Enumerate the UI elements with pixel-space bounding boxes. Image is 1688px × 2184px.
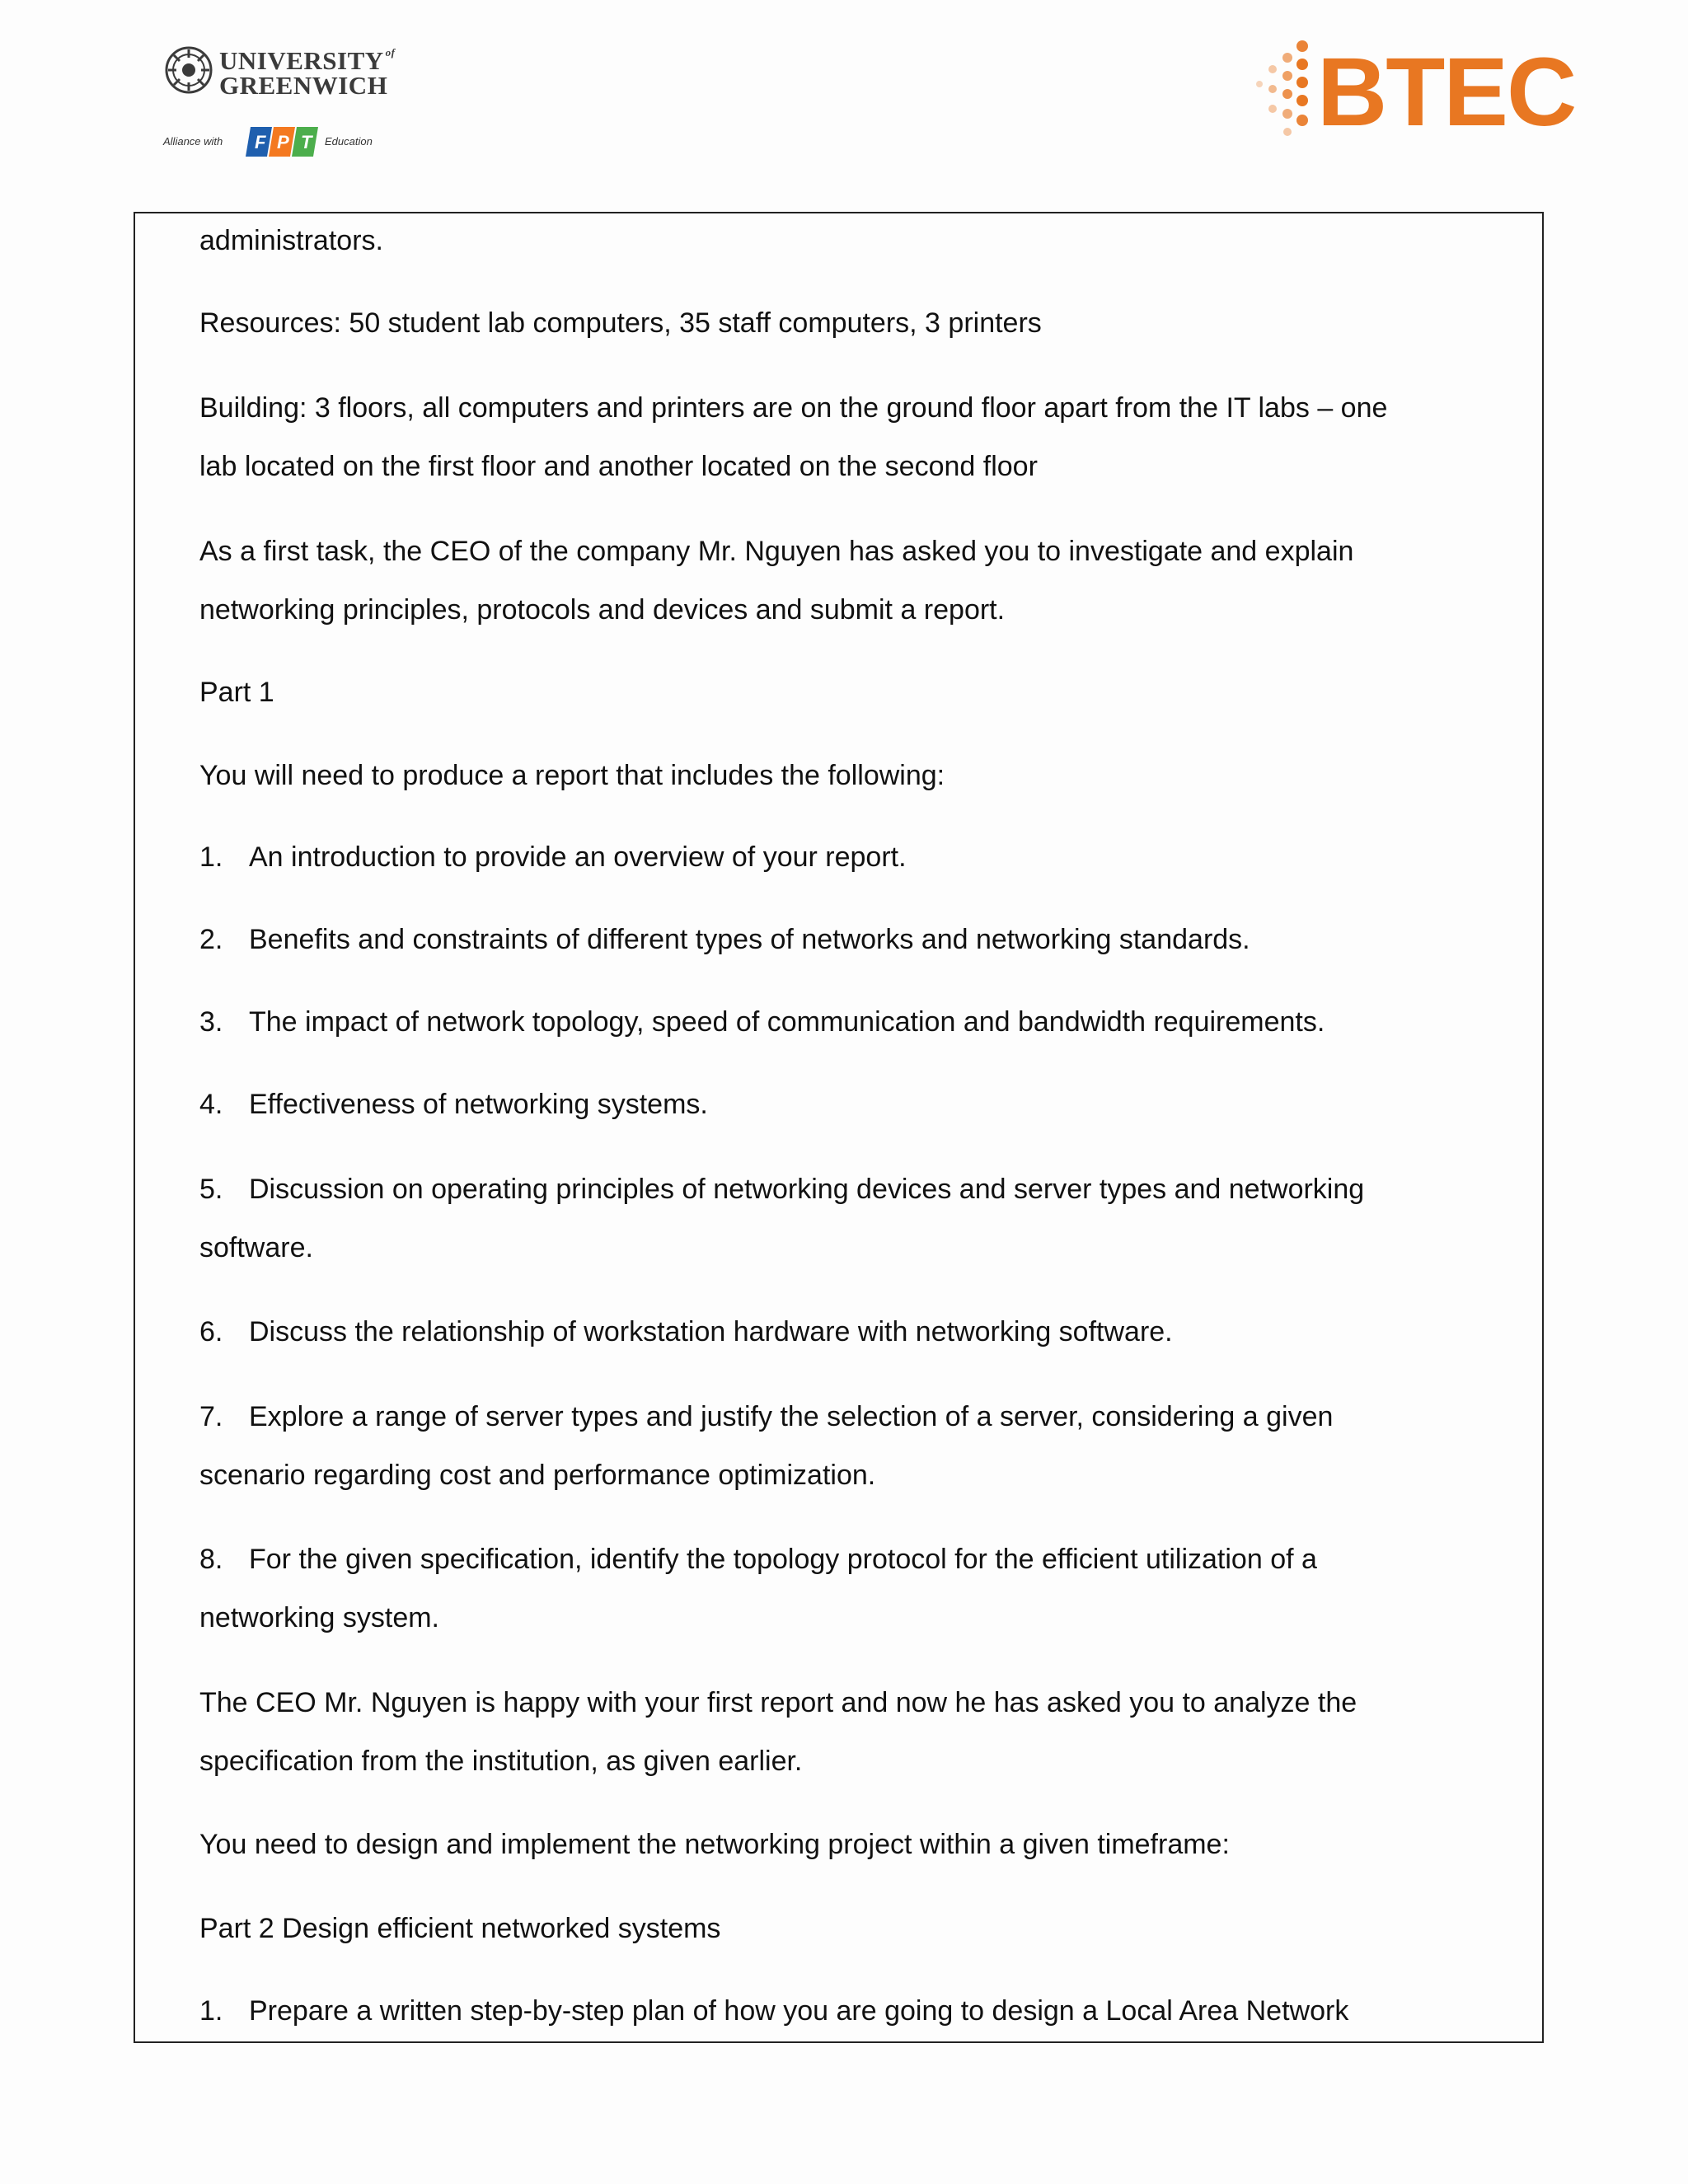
document-content-box — [134, 212, 1544, 2043]
list-item: 1. Prepare a written step-by-step plan of how you are going to design a Local Area Network — [199, 1995, 1349, 2027]
list-item: 5. Discussion on operating principles of networking devices and server types and networking — [199, 1174, 1365, 1205]
resources-text: Resources: 50 student lab computers, 35 staff computers, 3 printers — [199, 307, 1042, 339]
university-seal-icon — [165, 46, 213, 94]
list-item: 8. For the given specification, identify the topology protocol for the efficient utilization of a — [199, 1544, 1317, 1575]
fpt-logo-icon — [246, 124, 321, 160]
design-intro: You need to design and implement the networking project within a given timeframe: — [199, 1829, 1230, 1860]
list-item: 6. Discuss the relationship of workstation hardware with networking software. — [199, 1316, 1173, 1347]
building-text-line2: lab located on the first floor and another located on the second floor — [199, 451, 1038, 482]
alliance-with-fpt — [163, 124, 410, 160]
svg-text:T: T — [301, 132, 312, 152]
university-name-line2: GREENWICH — [219, 71, 388, 100]
list-item: 2. Benefits and constraints of different types of networks and networking standards. — [199, 924, 1250, 955]
list-item: 3. The impact of network topology, speed of communication and bandwidth requirements. — [199, 1006, 1325, 1038]
list-item-continuation: networking system. — [199, 1602, 439, 1633]
part1-intro: You will need to produce a report that includes the following: — [199, 760, 945, 791]
list-item-continuation: scenario regarding cost and performance optimization. — [199, 1460, 876, 1491]
ceo-text-line2: specification from the institution, as given earlier. — [199, 1746, 803, 1777]
intro-fragment: administrators. — [199, 225, 383, 256]
list-item-continuation: software. — [199, 1232, 313, 1263]
task-text-line1: As a first task, the CEO of the company Mr. Nguyen has asked you to investigate and explain — [199, 536, 1354, 567]
university-of-greenwich-logo — [163, 41, 410, 157]
ceo-text-line1: The CEO Mr. Nguyen is happy with your first report and now he has asked you to analyze the — [199, 1687, 1357, 1718]
btec-dots-icon — [1251, 38, 1325, 145]
part2-heading: Part 2 Design efficient networked systems — [199, 1913, 721, 1944]
university-name-line1: UNIVERSITY $^{of}$ — [219, 46, 396, 75]
building-text-line1: Building: 3 floors, all computers and printers are on the ground floor apart from the IT labs – one — [199, 392, 1388, 424]
svg-text:F: F — [255, 132, 266, 152]
list-item: 4. Effectiveness of networking systems. — [199, 1089, 708, 1120]
part1-heading: Part 1 — [199, 677, 274, 708]
btec-wordmark: BTEC — [1317, 38, 1576, 147]
task-text-line2: networking principles, protocols and devices and submit a report. — [199, 594, 1006, 626]
list-item: 7. Explore a range of server types and justify the selection of a server, considering a given — [199, 1401, 1334, 1432]
education-label: Education — [325, 135, 373, 148]
list-item: 1. An introduction to provide an overview of your report. — [199, 841, 907, 873]
svg-text:P: P — [277, 132, 289, 152]
btec-logo — [1251, 38, 1589, 145]
alliance-label: Alliance with — [163, 135, 223, 148]
